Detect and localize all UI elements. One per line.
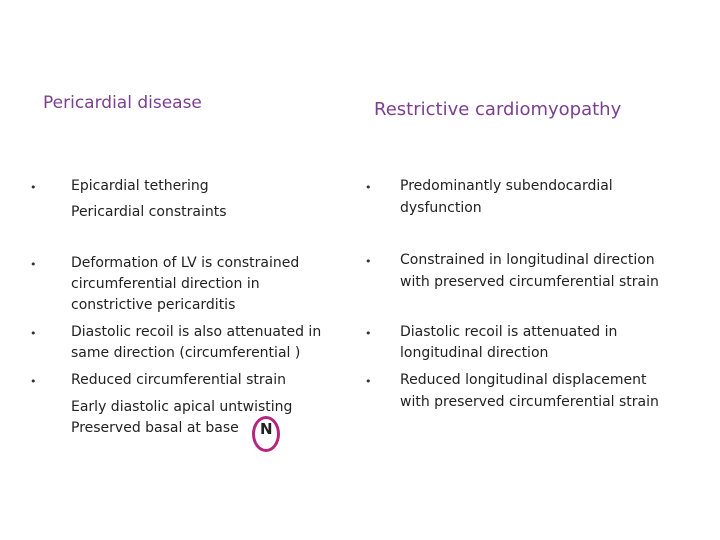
item-text: same direction (circumferential ) xyxy=(71,345,301,361)
item-text: constrictive pericarditis xyxy=(71,297,236,313)
left-heading: Pericardial disease xyxy=(43,93,202,113)
item-text: Diastolic recoil is attenuated in xyxy=(400,324,618,340)
bullet: • xyxy=(30,181,37,194)
bullet: • xyxy=(365,181,372,194)
item-text: Epicardial tethering xyxy=(71,178,209,194)
item-text: with preserved circumferential strain xyxy=(400,394,659,410)
bullet: • xyxy=(30,327,37,340)
item-text: circumferential direction in xyxy=(71,276,260,292)
bullet: • xyxy=(365,375,372,388)
item-text: Pericardial constraints xyxy=(71,204,227,220)
item-text: Preserved basal at base xyxy=(71,420,239,436)
item-text: Reduced longitudinal displacement xyxy=(400,372,647,388)
item-text: Constrained in longitudinal direction xyxy=(400,252,655,268)
right-heading: Restrictive cardiomyopathy xyxy=(374,99,622,120)
item-text: dysfunction xyxy=(400,200,482,216)
item-text: longitudinal direction xyxy=(400,345,549,361)
bullet: • xyxy=(365,327,372,340)
item-text: with preserved circumferential strain xyxy=(400,274,659,290)
item-text: Diastolic recoil is also attenuated in xyxy=(71,324,322,340)
item-text: Deformation of LV is constrained xyxy=(71,255,300,271)
item-text: Predominantly subendocardial xyxy=(400,178,613,194)
item-text: Reduced circumferential strain xyxy=(71,372,287,388)
marker-letter: N xyxy=(260,420,273,438)
bullet: • xyxy=(365,255,372,268)
bullet: • xyxy=(30,258,37,271)
bullet: • xyxy=(30,375,37,388)
item-text: Early diastolic apical untwisting xyxy=(71,399,293,415)
